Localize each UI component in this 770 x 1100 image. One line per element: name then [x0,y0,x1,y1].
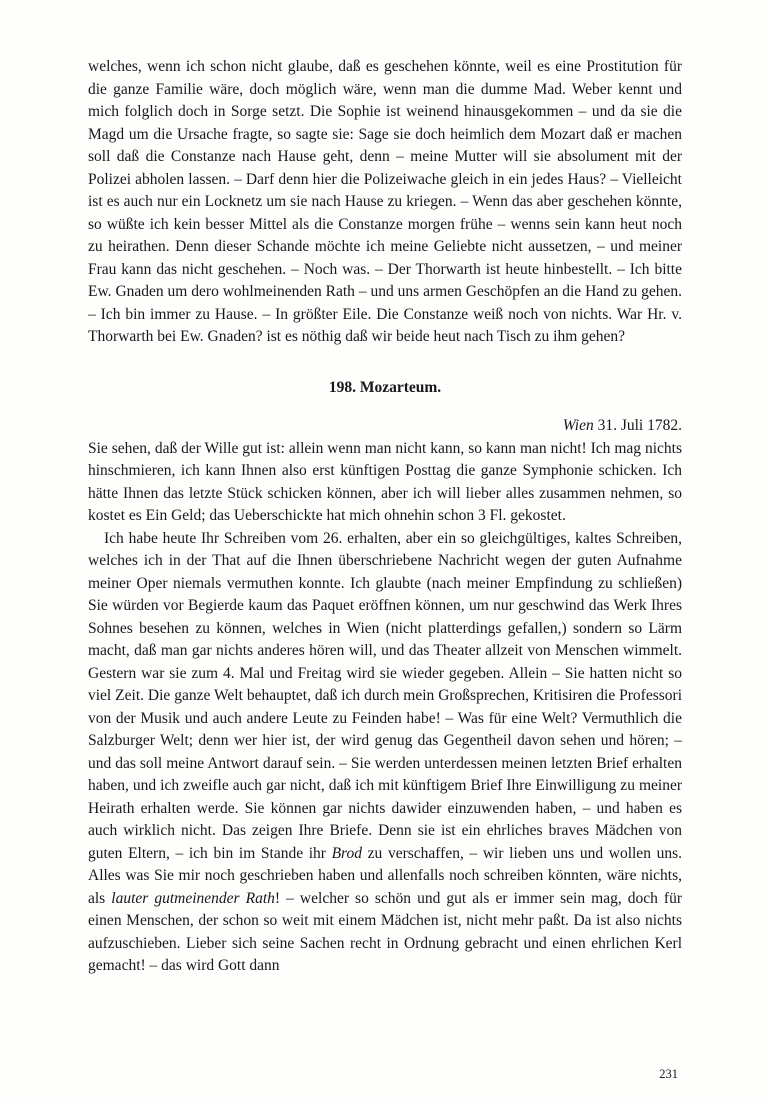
page-number: 231 [659,1067,678,1081]
body-paragraph [88,56,682,349]
text-run: Ich habe heute Ihr Schreiben vom 26. erhalten, aber ein so gleichgültiges, kaltes Schreiben, welches ich in der That auf die Ihnen überschriebene Nachricht wegen der guten Aufnahme meiner Oper niemals vermuthen konnte. Ich glaubte (nach meiner Empfindung zu schließen) Sie würden vor Begierde kaum das Paquet eröffnen können, um nur geschwind das Werk Ihres Sohnes besehen zu können, welches in Wien (nicht platterdings gefallen,) sondern so Lärm macht, daß man gar nichts anderes hören will, und das Theater allzeit von Menschen wimmelt. Gestern war sie zum 4. Mal und Freitag wird sie wieder gegeben. Allein – Sie hatten nicht so viel Zeit. Die ganze Welt behauptet, daß ich durch mein Großsprechen, Kritisiren die Professori von der Musik und auch andere Leute zu Feinden habe! – Was für eine Welt? Vermuthlich die Salzburger Welt; denn wer hier ist, der wird genug das Gegentheil davon sehen und hören; – und das soll meine Antwort darauf sein. – Sie werden unterdessen meinen letzten Brief erhalten haben, und ich zweifle auch gar nicht, daß ich mit künftigem Brief Ihre Einwilligung zu meiner Heirath erhalten werde. Sie können gar nichts dawider einzuwenden haben, – und haben es auch wirklich nicht. Das zeigen Ihre Briefe. Denn sie ist ein ehrliches braves Mädchen von guten Eltern, – ich bin im Stande ihr [88,529,682,862]
text-run: 198. Mozarteum. [328,378,442,396]
letter-heading [88,377,682,400]
text-run: ! – welcher so schön und gut als er immer sein mag, doch für einen Menschen, der schon so weit mit einem Mädchen ist, nicht mehr paßt. Da ist also nichts aufzuschieben. Lieber sich seine Sachen recht in Ordnung gebracht und einen ehrlichen Kerl gemacht! – das wird Gott dann [88,889,683,974]
text-run: welches, wenn ich schon nicht glaube, daß es geschehen könnte, weil es eine Prostitution für die ganze Familie wäre, doch möglich wäre, wenn man die dumme Mad. Weber kennt und mich folglich doch in Sorge setzt. Die Sophie ist weinend hinausgekommen – und da sie die Magd um die Ursache fragte, so sagte sie: Sage sie doch heimlich dem Mozart daß er machen soll daß die Constanze nach Hause geht, denn – meine Mutter will sie absolument mit der Polizei abholen lassen. – Darf denn hier die Polizeiwache gleich in ein jedes Haus? – Vielleicht ist es auch nur ein Locknetz um sie nach Hause zu kriegen. – Wenn das aber geschehen könnte, so wüßte ich kein besser Mittel als die Constanze morgen frühe – wenns sein kann heut noch zu heirathen. Denn dieser Schande möchte ich meine Geliebte nicht aussetzen, – und meiner Frau kann das nicht geschehen. – Noch was. – Der Thorwarth ist heute hinbestellt. – Ich bitte Ew. Gnaden um dero wohlmeinenden Rath – und uns armen Geschöpfen an die Hand zu gehen. – Ich bin immer zu Hause. – In größter Eile. Die Constanze weiß noch von nichts. War Hr. v. Thorwarth bei Ew. Gnaden? ist es nöthig daß wir beide heut nach Tisch zu ihm gehen? [88,58,682,345]
text-column [88,56,682,978]
body-paragraph [88,528,682,978]
body-paragraph [88,438,682,528]
text-run: lauter gutmeinender Rath [111,889,275,907]
text-run: Brod [331,844,363,862]
letter-dateline [88,415,682,438]
text-run: Sie sehen, daß der Wille gut ist: allein wenn man nicht kann, so kann man nicht! Ich mag nichts hinschmieren, ich kann Ihnen also erst künftigen Posttag die ganze Symphonie schicken. Ich hätte Ihnen das letzte Stück schicken können, aber ich will lieber alles zusammen nehmen, so kostet es Ein Geld; das Ueberschickte hat mich ohnehin schon 3 Fl. gekostet. [88,439,682,524]
text-run: zu verschaffen, – wir lieben uns und wollen uns. Alles was Sie mir noch geschrieben haben und allenfalls noch schreiben könnten, wäre nichts, als [88,844,682,907]
text-run: 31. Juli 1782. [593,417,682,434]
text-run: Wien [562,417,594,434]
